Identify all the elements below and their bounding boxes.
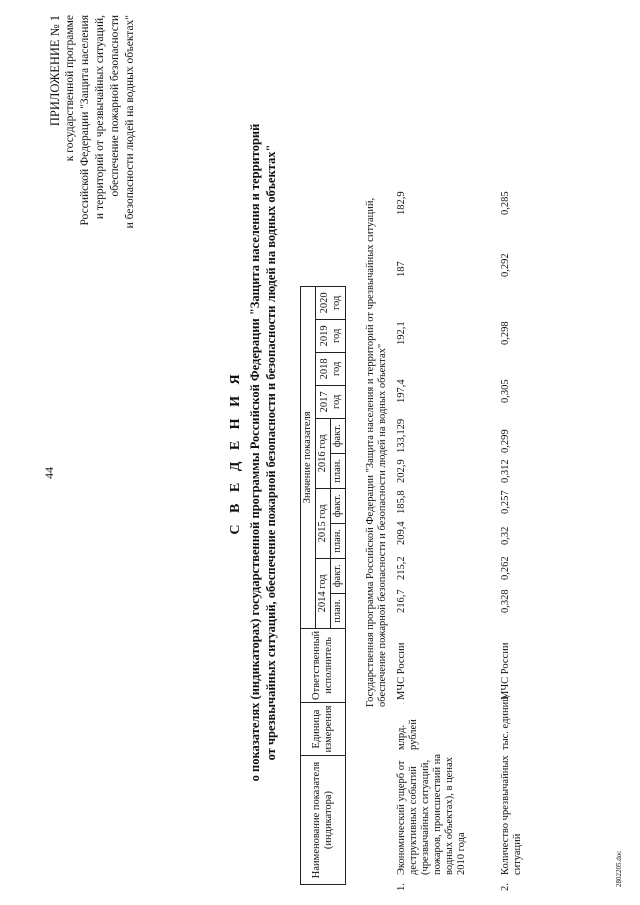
row-1-v2019: 187 [396,261,407,277]
header-2019: 2019 год [316,319,346,352]
header-2018: 2018 год [316,352,346,385]
file-name-footer: 2802205.doc [615,850,623,887]
header-plan: план. [331,593,346,628]
row-1-name-line: 2010 года [456,832,467,875]
indicators-table-header [300,286,346,885]
header-2020: 2020 год [316,286,346,319]
program-caption-line: обеспечение пожарной безопасности и безопасности людей на водных объектах" [377,343,388,707]
row-1-name-line: деструктивных событий [408,766,419,875]
row-2-name-line: ситуаций [512,833,523,875]
row-1-v2016-plan: 202,9 [396,459,407,483]
appendix-line: обеспечение пожарной безопасности [109,15,121,197]
row-2-v2015-plan: 0,32 [500,526,511,545]
header-executor: Ответственный исполнитель [301,628,346,702]
row-1-name [396,754,468,875]
row-2-v2014-fact: 0,262 [500,556,511,580]
header-name: Наименование показателя (индикатора) [301,756,346,885]
row-1-v2014-plan: 216,7 [396,589,407,613]
row-2-name [500,755,524,875]
row-2-v2014-plan: 0,328 [500,589,511,613]
header-fact: факт. [331,488,346,523]
row-1-v2020: 182,9 [396,191,407,215]
row-2-v2016-plan: 0,312 [500,459,511,483]
header-plan: план. [331,453,346,488]
header-fact: факт. [331,418,346,453]
header-2014: 2014 год [316,558,331,628]
row-2-v2020: 0,285 [500,191,511,215]
document-subtitle-line-2: от чрезвычайных ситуаций, обеспечение пожарной безопасности и безопасности людей на водных объектах" [264,144,278,761]
appendix-line: и безопасности людей на водных объектах" [124,15,136,229]
appendix-line: и территорий от чрезвычайных ситуаций, [94,15,106,220]
appendix-line: Российской Федерации "Защита населения [79,15,91,226]
row-2-unit: тыс. единиц [500,696,511,750]
page-number: 44 [42,467,56,479]
row-1-name-line: водных объектах), в ценах [444,757,455,875]
row-2-v2018: 0,298 [500,321,511,345]
row-2-v2015-fact: 0,257 [500,490,511,514]
row-2-v2016-fact: 0,299 [500,429,511,453]
row-1-v2015-fact: 185,8 [396,490,407,514]
row-2-number: 2. [500,883,511,891]
row-1-unit-line: рублей [408,719,419,750]
row-1-v2016-fact: 133,129 [396,418,407,453]
document-heading: С В Е Д Е Н И Я [228,370,243,535]
appendix-line: к государственной программе [64,15,76,162]
row-1-name-line: (чрезвычайных ситуаций, [420,759,431,875]
header-plan: план. [331,523,346,558]
header-2016: 2016 год [316,418,331,488]
header-2015: 2015 год [316,488,331,558]
header-unit: Единица измерения [301,703,346,756]
row-1-unit-line: млрд. [396,725,407,750]
header-2017: 2017 год [316,385,346,418]
row-1-name-line: Экономический ущерб от [396,760,407,875]
row-2-name-line: Количество чрезвычайных [500,755,511,875]
row-1-v2017: 197,4 [396,379,407,403]
row-2-executor: МЧС России [500,642,511,700]
row-1-v2015-plan: 209,4 [396,521,407,545]
row-1-v2014-fact: 215,2 [396,556,407,580]
document-subtitle-line-1: о показателях (индикаторах) государственной программы Российской Федерации "Защита населения и территорий [248,123,262,782]
row-2-v2019: 0,292 [500,253,511,277]
program-caption [365,198,389,707]
appendix-block [48,15,138,385]
header-fact: факт. [331,558,346,593]
header-value-group: Значение показателя [301,286,316,628]
row-1-name-line: пожаров, происшествий на [432,754,443,875]
appendix-label: ПРИЛОЖЕНИЕ № 1 [48,15,62,127]
row-1-v2018: 192,1 [396,321,407,345]
row-1-number: 1. [396,883,407,891]
row-2-v2017: 0,305 [500,379,511,403]
row-1-unit [396,719,420,750]
program-caption-line: Государственная программа Российской Федерации "Защита населения и территорий от чрезвычайных ситуаций, [365,197,376,707]
row-1-executor: МЧС России [396,642,407,700]
